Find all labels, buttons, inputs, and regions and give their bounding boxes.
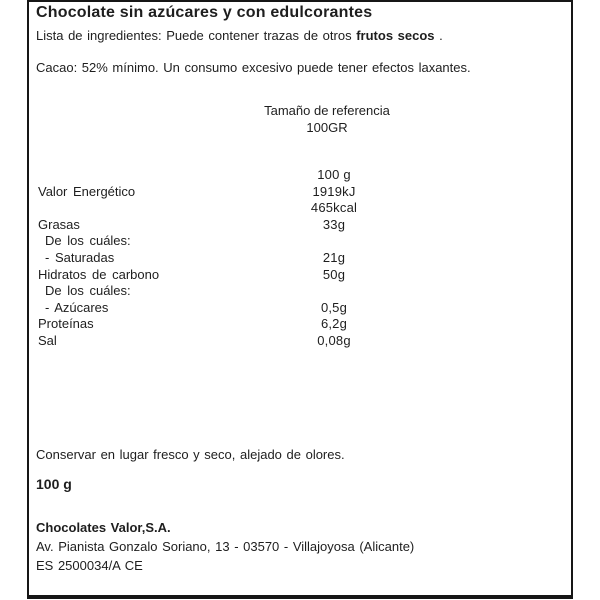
nutrient-value: 50g bbox=[322, 266, 346, 282]
table-row bbox=[29, 300, 571, 317]
table-row bbox=[29, 283, 571, 300]
table-row bbox=[29, 200, 571, 217]
ingredients-line bbox=[36, 28, 443, 43]
nutrient-label: Hidratos de carbono bbox=[38, 266, 160, 282]
manufacturer-name: Chocolates Valor,S.A. bbox=[36, 520, 171, 535]
nutrient-label: - Azúcares bbox=[45, 299, 109, 315]
product-title: Chocolate sin azúcares y con edulcorantes bbox=[36, 4, 373, 21]
nutrient-value: 0,5g bbox=[320, 299, 348, 315]
cacao-note: Cacao: 52% mínimo. Un consumo excesivo puede tener efectos laxantes. bbox=[36, 60, 471, 75]
table-row bbox=[29, 267, 571, 284]
nutrient-value: 6,2g bbox=[320, 316, 348, 332]
table-row bbox=[29, 184, 571, 201]
serving-header-label: Tamaño de referencia bbox=[264, 103, 390, 118]
nutrition-table bbox=[29, 167, 571, 352]
manufacturer-block bbox=[36, 518, 414, 575]
nutrient-value: 1919kJ bbox=[312, 183, 356, 199]
nutrient-label: Valor Energético bbox=[38, 183, 136, 199]
nutrient-label: De los cuáles: bbox=[45, 283, 131, 299]
serving-size-value: 100GR bbox=[306, 120, 348, 135]
storage-instructions: Conservar en lugar fresco y seco, alejado de olores. bbox=[36, 447, 345, 462]
net-weight: 100 g bbox=[36, 476, 72, 492]
table-row bbox=[29, 333, 571, 350]
ingredients-period: . bbox=[439, 28, 443, 43]
allergen-text: frutos secos bbox=[356, 28, 435, 43]
nutrient-value: 100 g bbox=[317, 167, 351, 182]
table-row bbox=[29, 316, 571, 333]
nutrient-value: 21g bbox=[322, 249, 346, 265]
nutrient-label: De los cuáles: bbox=[45, 233, 131, 249]
table-row bbox=[29, 217, 571, 234]
table-row bbox=[29, 250, 571, 267]
nutrient-value: 0,08g bbox=[317, 332, 351, 348]
nutrient-value: 465kcal bbox=[310, 200, 358, 216]
manufacturer-address: Av. Pianista Gonzalo Soriano, 13 - 03570 - Villajoyosa (Alicante) bbox=[36, 539, 415, 554]
manufacturer-registration: ES 2500034/A CE bbox=[36, 558, 143, 573]
nutrient-label: Grasas bbox=[38, 216, 80, 232]
table-row bbox=[29, 167, 571, 184]
nutrient-label: Proteínas bbox=[38, 316, 94, 332]
nutrient-value: 33g bbox=[322, 216, 346, 232]
nutrient-label: Sal bbox=[38, 332, 57, 348]
serving-size-header bbox=[207, 102, 447, 136]
table-row bbox=[29, 233, 571, 250]
nutrition-label bbox=[27, 0, 573, 599]
ingredients-text: Lista de ingredientes: Puede contener trazas de otros bbox=[36, 28, 352, 43]
nutrient-label: - Saturadas bbox=[45, 249, 115, 265]
